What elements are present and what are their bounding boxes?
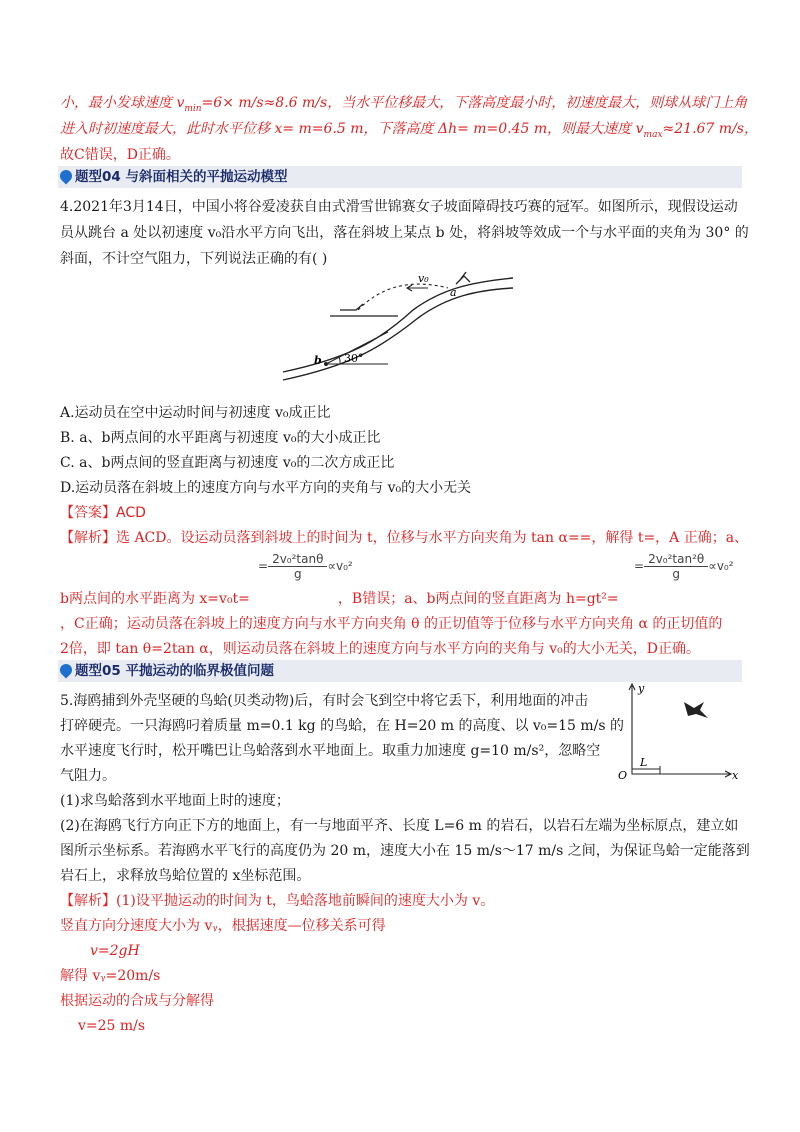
q5-part-2-line-1: (2)在海鸥飞行方向正下方的地面上，有一与地面平齐、长度 L=6 m 的岩石，以岩石左端为坐标原点，建立如 (60, 818, 739, 834)
seagull-coordinate-figure (612, 680, 742, 784)
q4-explanation-4: 2倍，即 tan θ=2tan α，则运动员落在斜坡上的速度方向与水平方向的夹角与 v₀的大小无关，D正确。 (60, 641, 700, 657)
q5-line-4: 气阻力。 (60, 768, 116, 784)
section-marker-icon (58, 662, 75, 679)
q4-option-c: C. a、b两点间的竖直距离与初速度 v₀的二次方成正比 (60, 455, 395, 471)
section-title: 平抛运动的临界极值问题 (125, 663, 274, 679)
skier-icon (456, 272, 470, 284)
intro-line-2: 进入时初速度最大，此时水平位移 x= m=6.5 m，下落高度 Δh= m=0.45 m，则最大速度 $v_{max}\approx 21.67$ m/s， (60, 121, 758, 140)
origin-label: O (618, 769, 628, 782)
point-a-label: a (450, 286, 457, 299)
q5-solution-4: 解得 vᵧ=20m/s (60, 968, 161, 984)
q5-solution-5: 根据运动的合成与分解得 (60, 993, 214, 1009)
q5-line-2: 打碎硬壳。一只海鸥叼着质量 m=0.1 kg 的鸟蛤，在 H=20 m 的高度、以 v₀=15 m/s 的 (60, 718, 625, 734)
q5-part-2-line-2: 图所示坐标系。若海鸥水平飞行的高度仍为 20 m，速度大小在 15 m/s～17 m/s 之间，为保证鸟蛤一定能落到 (60, 843, 750, 859)
formula-horizontal-distance: = $\frac{\text{2v₀²tanθ}}{g}$ ∝v₀² (258, 552, 353, 581)
q4-option-a: A.运动员在空中运动时间与初速度 v₀成正比 (60, 405, 331, 421)
q5-solution-1: 【解析】(1)设平抛运动的时间为 t，鸟蛤落地前瞬间的速度大小为 v。 (60, 893, 495, 909)
v0-label: v₀ (418, 272, 429, 285)
q4-explanation-2: b两点间的水平距离为 x=v₀t= ，B错误；a、b两点间的竖直距离为 h=gt²= (60, 591, 619, 607)
q4-line-2: 员从跳台 a 处以初速度 v₀沿水平方向飞出，落在斜坡上某点 b 处，将斜坡等效成一个与水平面的夹角为 30° 的 (60, 225, 749, 241)
q4-explanation-1: 【解析】选 ACD。设运动员落到斜坡上的时间为 t，位移与水平方向夹角为 tan α==，解得 t=，A 正确；a、 (60, 530, 749, 546)
q5-solution-6: v=25 m/s (78, 1018, 146, 1034)
section-header-05 (58, 660, 742, 682)
section-label: 题型04 (75, 169, 121, 185)
q5-part-1: (1)求鸟蛤落到水平地面上时的速度； (60, 793, 290, 809)
q5-solution-3: v=2gH (90, 943, 140, 959)
q4-answer: 【答案】ACD (60, 505, 146, 521)
q5-part-2-line-3: 岩石上，求释放鸟蛤位置的 x坐标范围。 (60, 868, 311, 884)
q5-line-1: 5.海鸥捕到外壳坚硬的鸟蛤(贝类动物)后，有时会飞到空中将它丢下，利用地面的冲击 (60, 693, 589, 709)
q5-line-3: 水平速度飞行时，松开嘴巴让鸟蛤落到水平地面上。取重力加速度 g=10 m/s²，忽略空 (60, 743, 601, 759)
q5-solution-2: 竖直方向分速度大小为 vᵧ，根据速度—位移关系可得 (60, 918, 386, 934)
section-header-04 (58, 166, 742, 188)
rock-length-label: L (640, 756, 648, 769)
q4-option-d: D.运动员落在斜坡上的速度方向与水平方向的夹角与 v₀的大小无关 (60, 480, 472, 496)
intro-line-1: 小，最小发球速度 $v_{min}=6\times m/s\approx 8.6$ m/s，当水平位移最大，下落高度最小时，初速度最大，则球从球门上角 (60, 95, 748, 114)
rock (632, 769, 660, 774)
q4-option-b: B. a、b两点间的水平距离与初速度 v₀的大小成正比 (60, 430, 381, 446)
seagull-icon (684, 702, 708, 718)
angle-label: 30° (344, 352, 364, 365)
ski-slope-figure (278, 270, 518, 385)
section-label: 题型05 (75, 663, 121, 679)
x-axis-label: x (732, 769, 739, 782)
q4-explanation-3: ，C正确；运动员落在斜坡上的速度方向与水平方向夹角 θ 的正切值等于位移与水平方向夹角 α 的正切值的 (60, 616, 723, 632)
formula-vertical-distance: = $\frac{\text{2v₀²tan²θ}}{g}$ ∝v₀² (634, 552, 734, 581)
q4-line-3: 斜面，不计空气阻力，下列说法正确的有( ) (60, 251, 328, 267)
intro-line-3: 故C错误，D正确。 (60, 147, 180, 163)
q4-line-1: 4.2021年3月14日，中国小将谷爱凌获自由式滑雪世锦赛女子坡面障碍技巧赛的冠军。如图所示，现假设运动 (60, 199, 738, 215)
section-marker-icon (58, 168, 75, 185)
section-title: 与斜面相关的平抛运动模型 (125, 169, 288, 185)
y-axis-label: y (638, 682, 645, 695)
point-b-label: b (314, 354, 322, 367)
